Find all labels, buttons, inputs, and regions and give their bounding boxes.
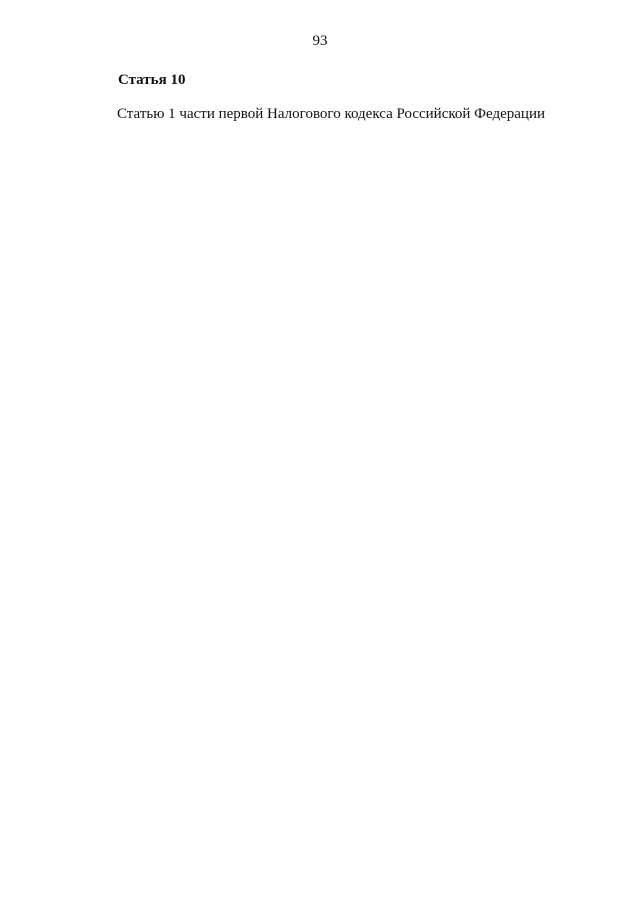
article-text-line: Статью 1 части первой Налогового кодекса Российской Федерации bbox=[117, 106, 546, 122]
article-heading: Статья 10 bbox=[118, 72, 186, 88]
page-number: 93 bbox=[312, 33, 328, 49]
